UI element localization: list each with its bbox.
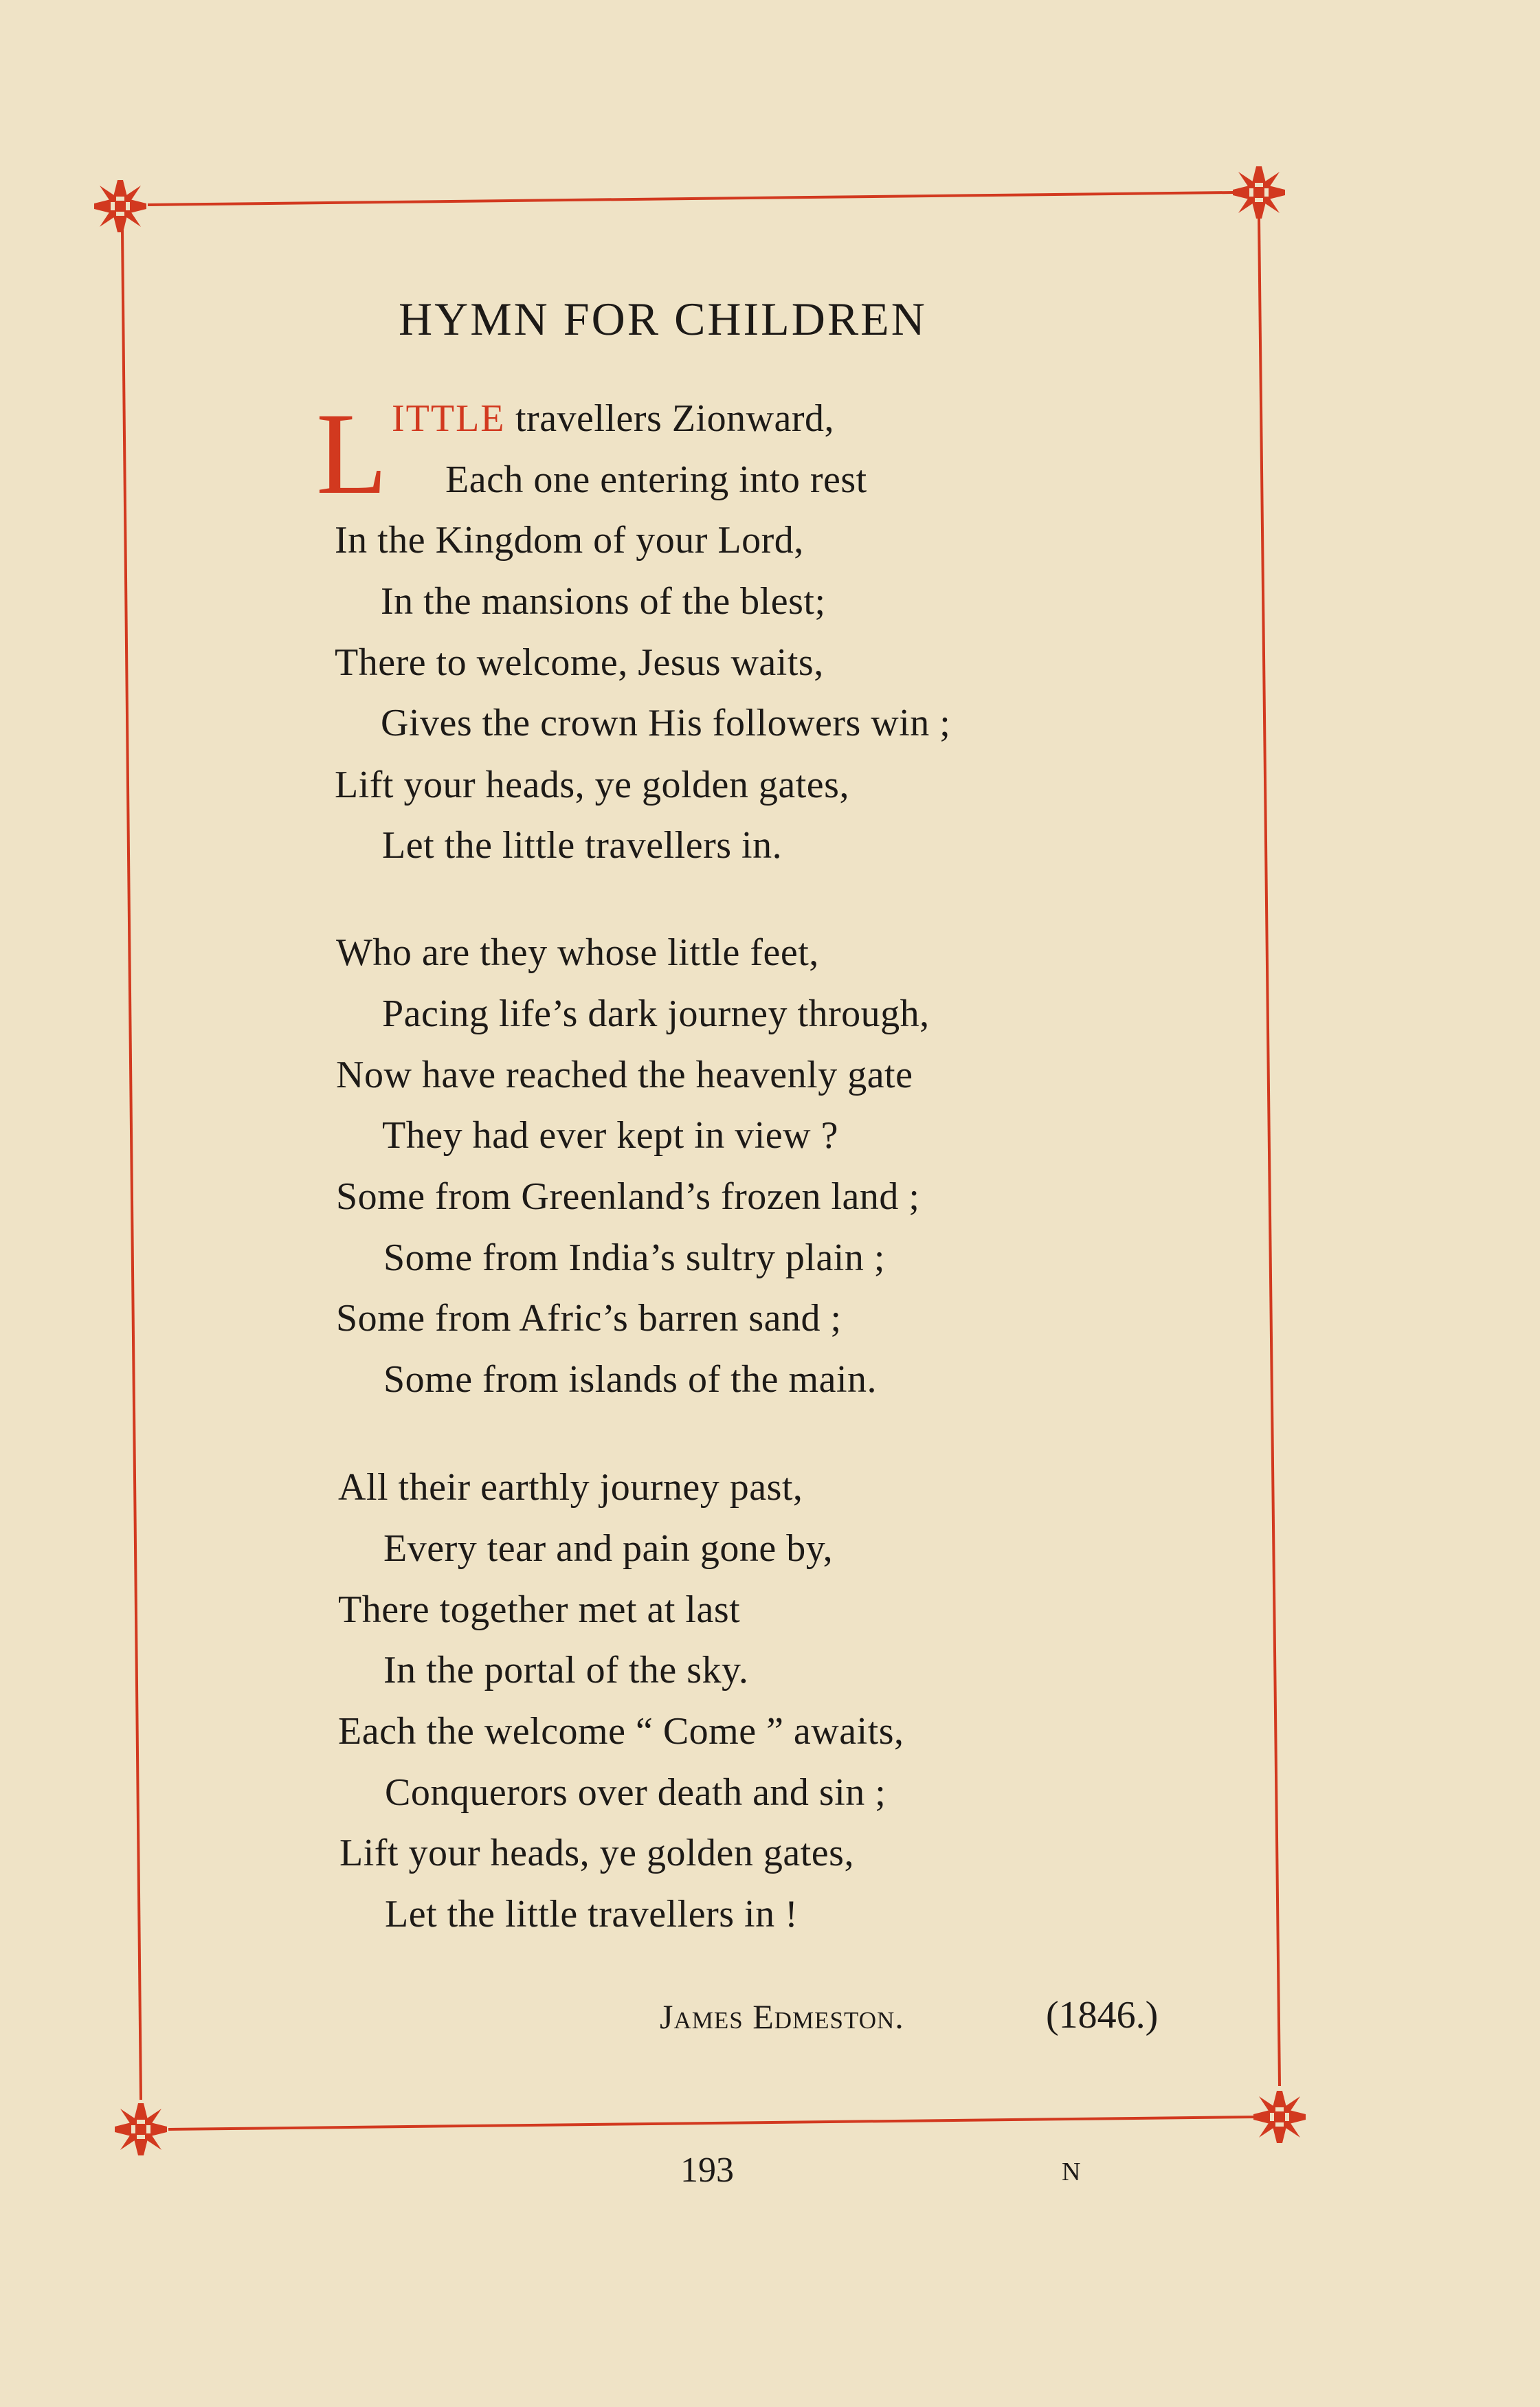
author-name: James Edmeston. — [660, 1997, 904, 2036]
poem-title: HYMN FOR CHILDREN — [399, 293, 927, 345]
poem-year: (1846.) — [1046, 1994, 1159, 2037]
poem-line: There to welcome, Jesus waits, — [335, 641, 824, 684]
poem-line: Some from India’s sultry plain ; — [383, 1236, 885, 1279]
poem-line: Gives the crown His followers win ; — [381, 702, 951, 744]
drop-cap: L — [316, 389, 388, 518]
first-word-rest: ITTLE — [392, 397, 506, 440]
poem-line: In the Kingdom of your Lord, — [335, 519, 804, 562]
poem-author — [660, 1997, 904, 2037]
poem-line: All their earthly journey past, — [338, 1466, 803, 1509]
poem-line: Who are they whose little feet, — [336, 931, 819, 974]
signature-mark: N — [1062, 2158, 1081, 2186]
first-line-rest: travellers Zionward, — [505, 397, 835, 440]
poem-line: Lift your heads, ye golden gates, — [339, 1832, 854, 1874]
poem-line: Each the welcome “ Come ” awaits, — [338, 1710, 904, 1753]
poem-line: Some from Afric’s barren sand ; — [336, 1297, 842, 1340]
poem-line: Let the little travellers in. — [382, 824, 783, 867]
poem-line: There together met at last — [338, 1588, 741, 1631]
poem-line: Each one entering into rest — [445, 458, 867, 501]
poem-line: Every tear and pain gone by, — [383, 1527, 834, 1570]
page-number: 193 — [680, 2151, 734, 2190]
poem-line: Now have reached the heavenly gate — [336, 1054, 913, 1096]
poem-line: In the mansions of the blest; — [381, 580, 826, 623]
poem-line: In the portal of the sky. — [383, 1649, 749, 1691]
poem-line: They had ever kept in view ? — [382, 1114, 838, 1157]
poem-line: Let the little travellers in ! — [385, 1893, 799, 1935]
poem-line: Some from Greenland’s frozen land ; — [336, 1175, 920, 1218]
poem-line: Pacing life’s dark journey through, — [382, 992, 930, 1035]
poem-line: Conquerors over death and sin ; — [385, 1771, 886, 1814]
poem-line: Some from islands of the main. — [383, 1358, 878, 1401]
poem-line: Lift your heads, ye golden gates, — [335, 764, 849, 806]
